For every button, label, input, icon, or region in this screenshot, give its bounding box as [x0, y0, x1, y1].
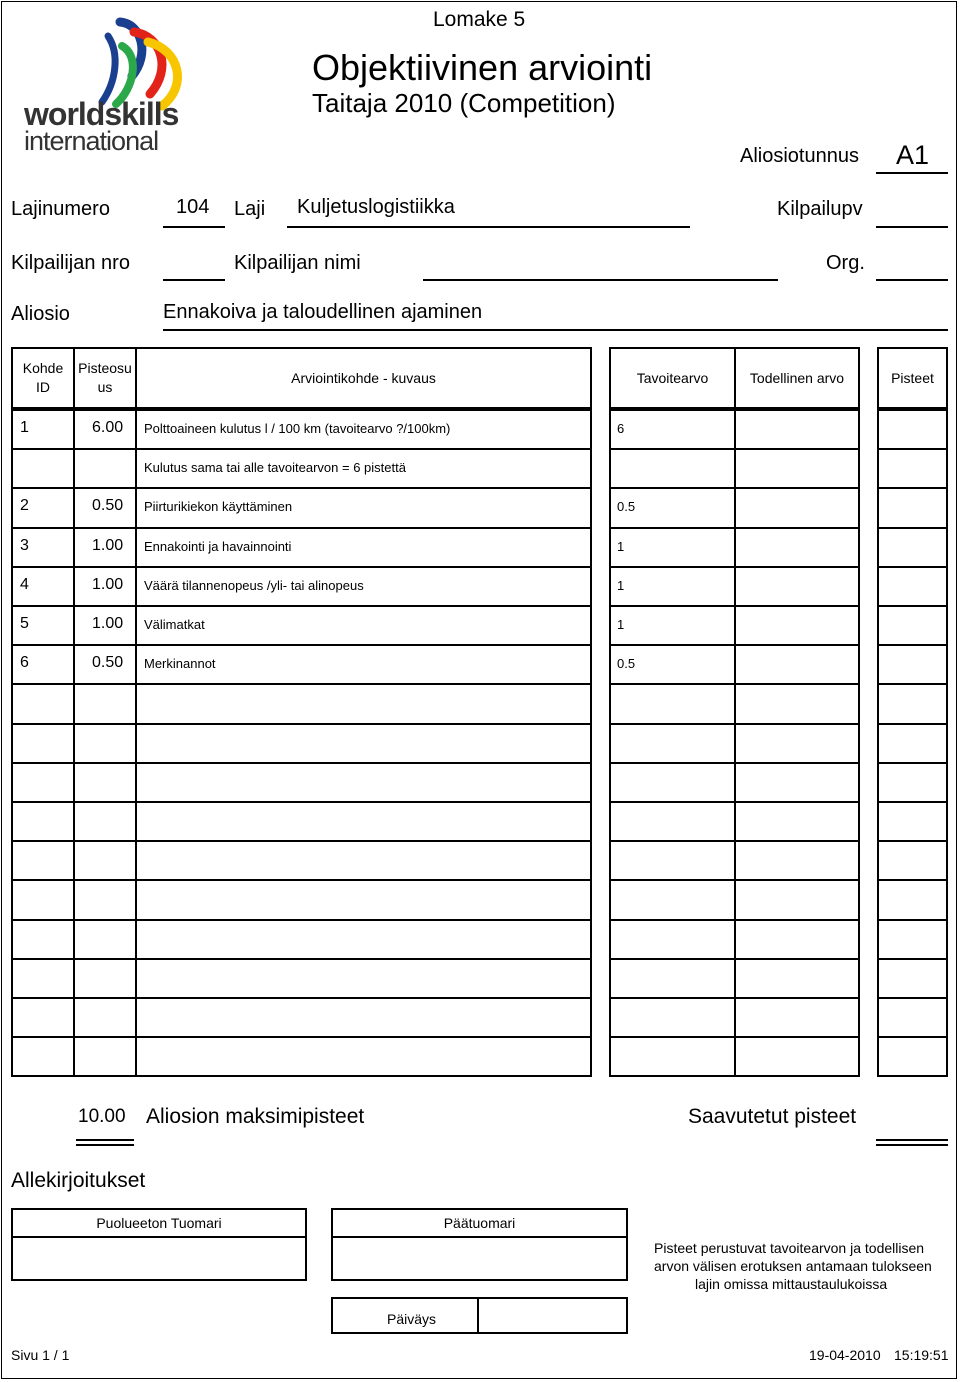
table-cell-target: 1 — [617, 539, 625, 554]
row-border — [135, 683, 592, 685]
row-border — [877, 1036, 948, 1038]
subtask-value: Ennakoiva ja taloudellinen ajaminen — [163, 301, 483, 323]
row-border — [11, 409, 75, 411]
subtask-code-label: Aliosiotunnus — [740, 145, 859, 167]
row-border — [11, 683, 75, 685]
row-border — [73, 840, 137, 842]
row-border — [11, 1036, 75, 1038]
table-cell-description: Kulutus sama tai alle tavoitearvon = 6 pistettä — [144, 460, 406, 475]
row-border — [11, 566, 75, 568]
header-points-line2: us — [97, 379, 113, 395]
competition-day-label: Kilpailupv — [777, 198, 863, 220]
worldskills-logo — [22, 14, 192, 159]
print-date: 19-04-2010 — [809, 1347, 881, 1363]
row-border — [609, 723, 736, 725]
table-cell-target: 1 — [617, 578, 625, 593]
achieved-points-double-underline — [876, 1139, 948, 1146]
row-border — [135, 448, 592, 450]
table-cell-description: Polttoaineen kulutus l / 100 km (tavoitearvo ?/100km) — [144, 421, 451, 436]
max-points-value: 10.00 — [78, 1106, 126, 1127]
subtask-code-value: A1 — [896, 140, 930, 170]
row-border — [135, 997, 592, 999]
row-border — [135, 723, 592, 725]
row-border — [11, 723, 75, 725]
row-border — [135, 527, 592, 529]
sheet-label: Lomake 5 — [433, 8, 526, 31]
column-border-left — [73, 409, 75, 1075]
row-border — [135, 840, 592, 842]
row-border — [734, 1075, 860, 1077]
row-border — [609, 1075, 736, 1077]
judge-label: Puolueeton Tuomari — [96, 1215, 222, 1231]
actual-value-input[interactable] — [736, 607, 858, 642]
row-border — [877, 997, 948, 999]
table-cell-id: 6 — [20, 654, 29, 671]
score-input[interactable] — [879, 411, 946, 446]
table-cell-description: Piirturikiekon käyttäminen — [144, 499, 293, 514]
header-id-line1: Kohde — [22, 360, 64, 376]
row-border — [609, 958, 736, 960]
row-border — [11, 919, 75, 921]
competitor-no-label: Kilpailijan nro — [11, 252, 130, 274]
page-subtitle: Taitaja 2010 (Competition) — [312, 88, 616, 118]
subtask-label: Aliosio — [11, 303, 70, 325]
row-border — [877, 723, 948, 725]
table-cell-points: 1.00 — [92, 615, 124, 632]
row-border — [609, 801, 736, 803]
judge-signature-box[interactable] — [11, 1208, 307, 1281]
row-border — [609, 683, 736, 685]
row-border — [11, 644, 75, 646]
row-border — [609, 762, 736, 764]
header-score — [877, 347, 948, 409]
row-border — [734, 1036, 860, 1038]
row-border — [135, 605, 592, 607]
table-cell-points: 0.50 — [92, 497, 124, 514]
row-border — [73, 683, 137, 685]
competitor-no-underline[interactable] — [163, 279, 225, 281]
row-border — [73, 919, 137, 921]
page-number: Sivu 1 / 1 — [11, 1347, 70, 1363]
row-border — [734, 683, 860, 685]
row-border — [135, 644, 592, 646]
date-box-divider — [477, 1299, 479, 1332]
chief-judge-signature-box[interactable] — [331, 1208, 628, 1281]
row-border — [609, 409, 736, 411]
column-border-right — [858, 409, 860, 1075]
table-cell-description: Ennakointi ja havainnointi — [144, 539, 292, 554]
signatures-heading: Allekirjoitukset — [11, 1169, 146, 1192]
row-border — [609, 448, 736, 450]
row-border — [11, 527, 75, 529]
row-border — [135, 801, 592, 803]
column-border-right — [590, 409, 592, 1075]
row-border — [877, 919, 948, 921]
row-border — [135, 919, 592, 921]
note-line-1: Pisteet perustuvat tavoitearvon ja todellisen — [654, 1240, 925, 1256]
row-border — [877, 840, 948, 842]
header-actual — [734, 347, 860, 409]
max-points-double-underline — [76, 1139, 134, 1146]
row-border — [135, 487, 592, 489]
actual-value-input[interactable] — [736, 646, 858, 681]
header-actual-label: Todellinen arvo — [749, 369, 845, 386]
actual-value-input[interactable] — [736, 568, 858, 603]
row-border — [609, 840, 736, 842]
note-line-2: arvon välisen erotuksen antamaan tulokseen — [654, 1258, 932, 1274]
row-border — [11, 762, 75, 764]
actual-value-input[interactable] — [736, 411, 858, 446]
row-border — [11, 958, 75, 960]
score-input[interactable] — [879, 529, 946, 564]
score-input[interactable] — [879, 450, 946, 485]
print-time: 15:19:51 — [894, 1347, 949, 1363]
row-border — [609, 644, 736, 646]
row-border — [73, 487, 137, 489]
row-border — [73, 801, 137, 803]
row-border — [609, 919, 736, 921]
table-cell-id: 5 — [20, 615, 29, 632]
row-border — [609, 487, 736, 489]
row-border — [734, 801, 860, 803]
row-border — [73, 723, 137, 725]
table-cell-points: 1.00 — [92, 576, 124, 593]
row-border — [73, 644, 137, 646]
table-cell-description: Merkinannot — [144, 656, 216, 671]
header-points — [73, 347, 137, 409]
row-border — [135, 1075, 592, 1077]
row-border — [11, 605, 75, 607]
row-border — [734, 840, 860, 842]
table-cell-points: 1.00 — [92, 537, 124, 554]
row-border — [135, 958, 592, 960]
skill-underline — [287, 226, 690, 228]
row-border — [609, 1036, 736, 1038]
table-cell-target: 0.5 — [617, 499, 636, 514]
table-cell-points: 6.00 — [92, 419, 124, 436]
skill-number-underline — [163, 226, 225, 228]
competitor-name-label: Kilpailijan nimi — [234, 252, 361, 274]
row-border — [734, 997, 860, 999]
row-border — [135, 762, 592, 764]
row-border — [877, 879, 948, 881]
row-border — [609, 997, 736, 999]
score-input[interactable] — [879, 607, 946, 642]
row-border — [73, 879, 137, 881]
row-border — [135, 409, 592, 411]
skill-value: Kuljetuslogistiikka — [297, 196, 455, 218]
row-border — [73, 1036, 137, 1038]
max-points-label: Aliosion maksimipisteet — [146, 1105, 365, 1128]
row-border — [135, 879, 592, 881]
subtask-underline — [163, 329, 948, 331]
table-cell-id: 3 — [20, 537, 29, 554]
header-description — [135, 347, 592, 409]
row-border — [877, 801, 948, 803]
date-label: Päiväys — [387, 1311, 437, 1327]
note-line-3: lajin omissa mittaustaulukoissa — [695, 1276, 888, 1292]
column-border-left — [135, 409, 137, 1075]
row-border — [734, 879, 860, 881]
table-cell-description: Väärä tilannenopeus /yli- tai alinopeus — [144, 578, 364, 593]
header-description-label: Arviointikohde - kuvaus — [291, 369, 436, 386]
row-border — [11, 840, 75, 842]
column-border-left — [609, 409, 611, 1075]
row-border — [73, 448, 137, 450]
row-border — [73, 997, 137, 999]
row-border — [135, 566, 592, 568]
row-border — [11, 879, 75, 881]
row-border — [877, 1075, 948, 1077]
score-input[interactable] — [879, 568, 946, 603]
actual-value-input[interactable] — [736, 529, 858, 564]
competition-day-underline[interactable] — [876, 226, 948, 228]
row-border — [609, 566, 736, 568]
row-border — [11, 1075, 75, 1077]
skill-label: Laji — [234, 198, 266, 220]
row-border — [877, 762, 948, 764]
score-input[interactable] — [879, 489, 946, 524]
logo-text-worldskills: worldskills — [24, 96, 179, 132]
page-title: Objektiivinen arviointi — [312, 47, 653, 88]
date-box[interactable] — [331, 1297, 628, 1334]
row-border — [734, 958, 860, 960]
table-cell-points: 0.50 — [92, 654, 124, 671]
row-border — [73, 1075, 137, 1077]
skill-number-label: Lajinumero — [11, 198, 110, 220]
actual-value-input[interactable] — [736, 489, 858, 524]
row-border — [73, 762, 137, 764]
skill-number-value: 104 — [176, 196, 210, 218]
row-border — [73, 958, 137, 960]
score-input[interactable] — [879, 646, 946, 681]
row-border — [73, 605, 137, 607]
table-cell-id: 4 — [20, 576, 29, 593]
row-border — [877, 958, 948, 960]
table-cell-description: Välimatkat — [144, 617, 205, 632]
table-cell-id: 1 — [20, 419, 29, 436]
row-border — [609, 605, 736, 607]
actual-value-input[interactable] — [736, 450, 858, 485]
subtask-code-underline — [876, 172, 948, 174]
header-score-label: Pisteet — [891, 369, 934, 386]
row-border — [11, 801, 75, 803]
row-border — [73, 527, 137, 529]
row-border — [73, 409, 137, 411]
org-label: Org. — [826, 252, 865, 274]
competitor-name-underline[interactable] — [423, 279, 778, 281]
table-cell-id: 2 — [20, 497, 29, 514]
table-cell-target: 1 — [617, 617, 625, 632]
row-border — [11, 997, 75, 999]
logo-text-international: international — [24, 126, 159, 156]
header-id-line2: ID — [36, 379, 50, 395]
row-border — [734, 919, 860, 921]
row-border — [11, 448, 75, 450]
column-border-left — [11, 409, 13, 1075]
table-cell-target: 0.5 — [617, 656, 636, 671]
row-border — [11, 487, 75, 489]
row-border — [609, 527, 736, 529]
header-id — [11, 347, 75, 409]
column-border-right — [946, 409, 948, 1075]
header-target — [609, 347, 736, 409]
header-target-label: Tavoitearvo — [636, 369, 709, 386]
header-points-line1: Pisteosu — [78, 360, 132, 376]
row-border — [734, 762, 860, 764]
row-border — [734, 723, 860, 725]
org-underline[interactable] — [876, 279, 948, 281]
row-border — [609, 879, 736, 881]
row-border — [877, 683, 948, 685]
achieved-points-label: Saavutetut pisteet — [688, 1105, 857, 1128]
chief-judge-label: Päätuomari — [443, 1215, 516, 1231]
row-border — [73, 566, 137, 568]
row-border — [135, 1036, 592, 1038]
table-cell-target: 6 — [617, 421, 625, 436]
